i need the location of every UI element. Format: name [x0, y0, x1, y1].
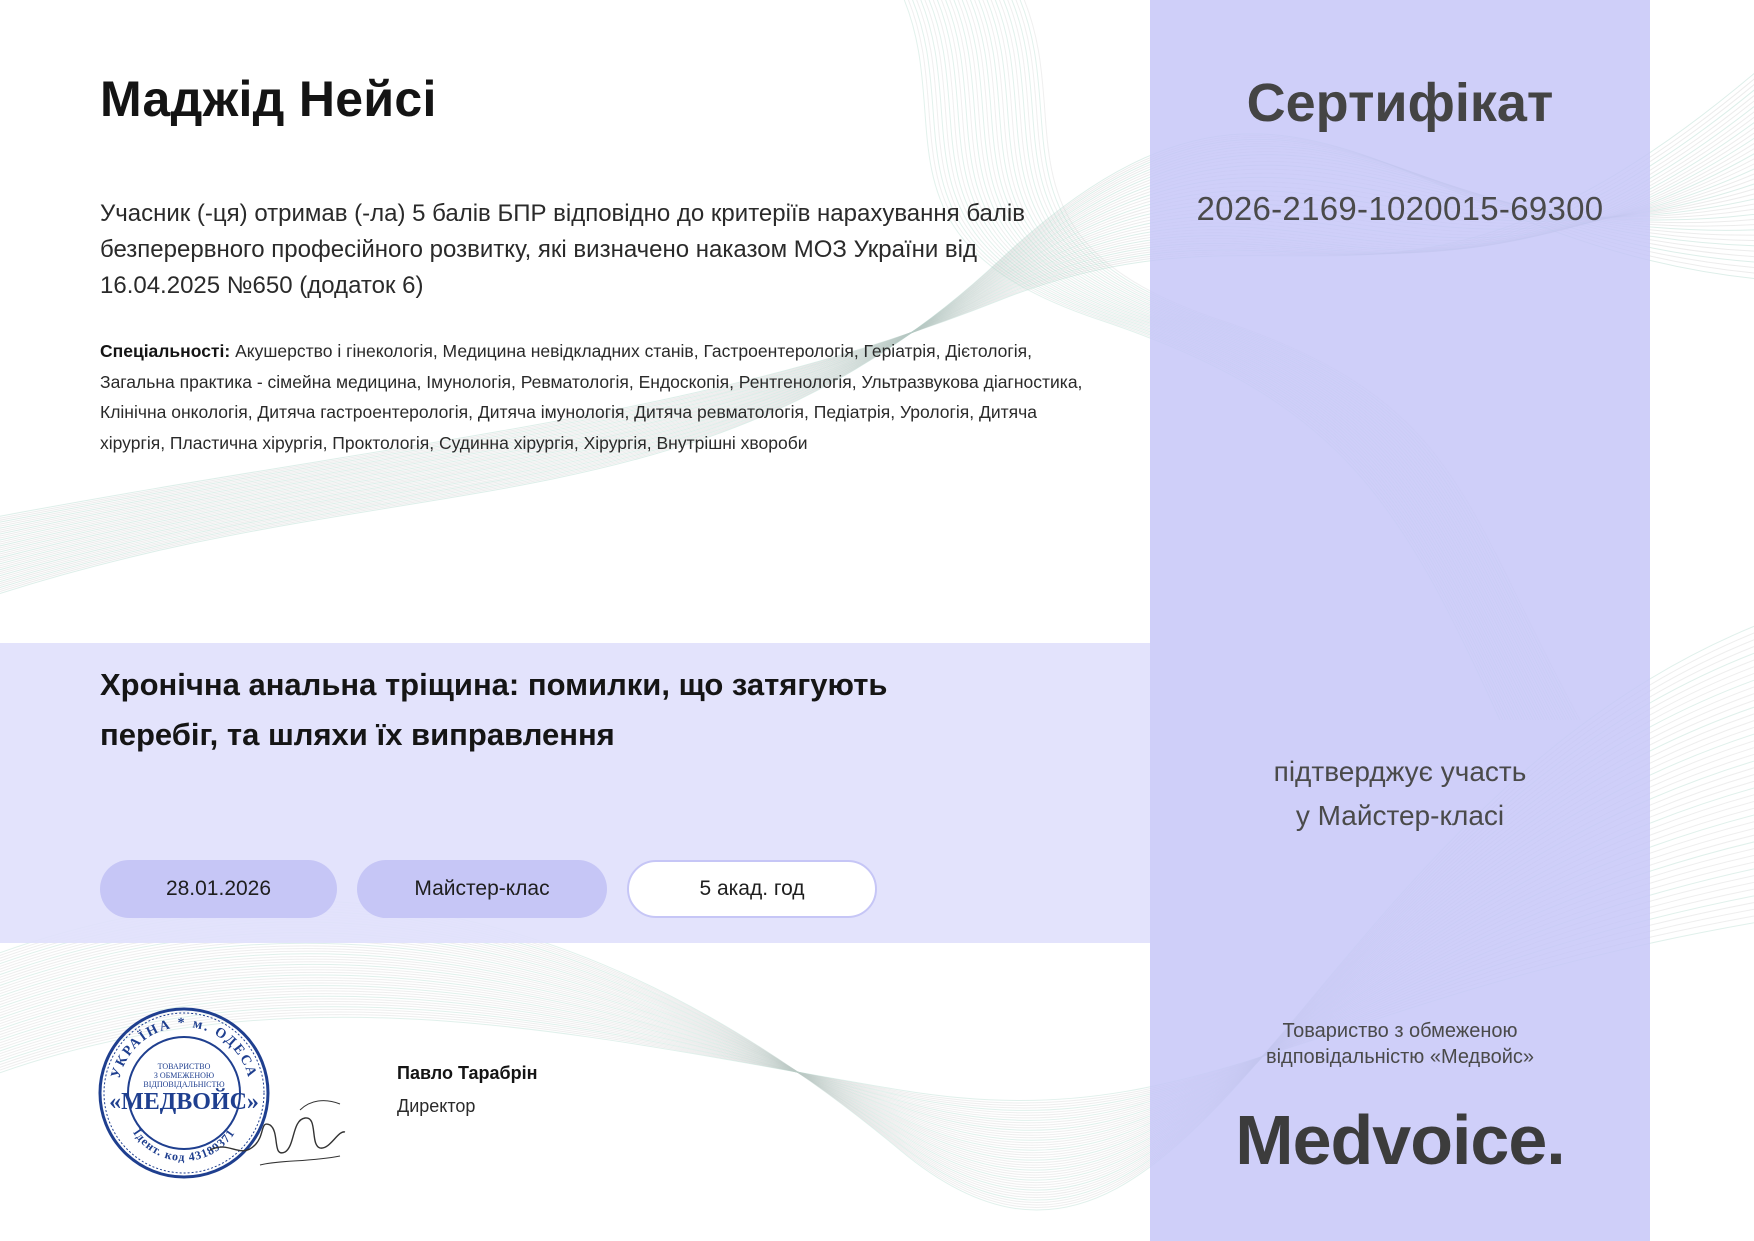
certificate-title: Сертифікат [1246, 73, 1554, 133]
participation-confirmation [1150, 750, 1650, 838]
medvoice-logo: Medvoice. [1235, 1101, 1565, 1179]
event-type-badge: Майстер-клас [357, 860, 607, 918]
specialties-list: Акушерство і гінекологія, Медицина невідкладних станів, Гастроентерологія, Геріатрія, Дієтологія, Загальна практика - сімейна медицина, Імунологія, Ревматологія, Ендоскопія, Рентгенологія, Ультразвукова діагностика, Клінічна онкологія, Дитяча гастроентерологія, Дитяча імунологія, Дитяча ревматологія, Педіатрія, Урологія, Дитяча хірургія, Пластична хірургія, Проктологія, Судинна хірургія, Хірургія, Внутрішні хвороби [100, 341, 1083, 453]
course-title: Хронічна анальна тріщина: помилки, що затягують перебіг, та шляхи їх виправлення [100, 667, 888, 752]
company-line-2: відповідальністю «Медвойс» [1265, 1046, 1535, 1068]
signer-name: Павло Тарабрін [397, 1063, 538, 1083]
recipient-name: Маджід Нейсі [100, 71, 437, 127]
specialties-block [100, 336, 1090, 458]
certificate-number: 2026-2169-1020015-69300 [1196, 190, 1604, 227]
svg-text:УКРАЇНА * м. ОДЕСА: УКРАЇНА * м. ОДЕСА [108, 1015, 260, 1081]
svg-text:З ОБМЕЖЕНОЮ: З ОБМЕЖЕНОЮ [153, 1071, 215, 1080]
confirmation-line-1: підтверджує участь [1273, 756, 1527, 787]
svg-text:ТОВАРИСТВО: ТОВАРИСТВО [157, 1062, 211, 1071]
svg-text:ВІДПОВІДАЛЬНІСТЮ: ВІДПОВІДАЛЬНІСТЮ [143, 1080, 225, 1089]
company-line-1: Товариство з обмеженою [1282, 1020, 1518, 1042]
svg-text:Ідент. код 43189371: Ідент. код 43189371 [130, 1126, 238, 1165]
award-statement: Учасник (-ця) отримав (-ла) 5 балів БПР відповідно до критеріїв нарахування балів безперервного професійного розвитку, які визначено наказом МОЗ України від 16.04.2025 №650 (додаток 6) [100, 200, 1025, 299]
issuer-company [1150, 1018, 1650, 1070]
signer-role: Директор [397, 1096, 476, 1116]
confirmation-line-2: у Майстер-класі [1295, 800, 1505, 831]
svg-text:«МЕДВОЙС»: «МЕДВОЙС» [109, 1089, 259, 1115]
specialties-label: Спеціальності: [100, 341, 231, 361]
hours-badge: 5 акад. год [627, 860, 877, 918]
signature-icon [200, 1090, 350, 1180]
date-badge: 28.01.2026 [100, 860, 337, 918]
